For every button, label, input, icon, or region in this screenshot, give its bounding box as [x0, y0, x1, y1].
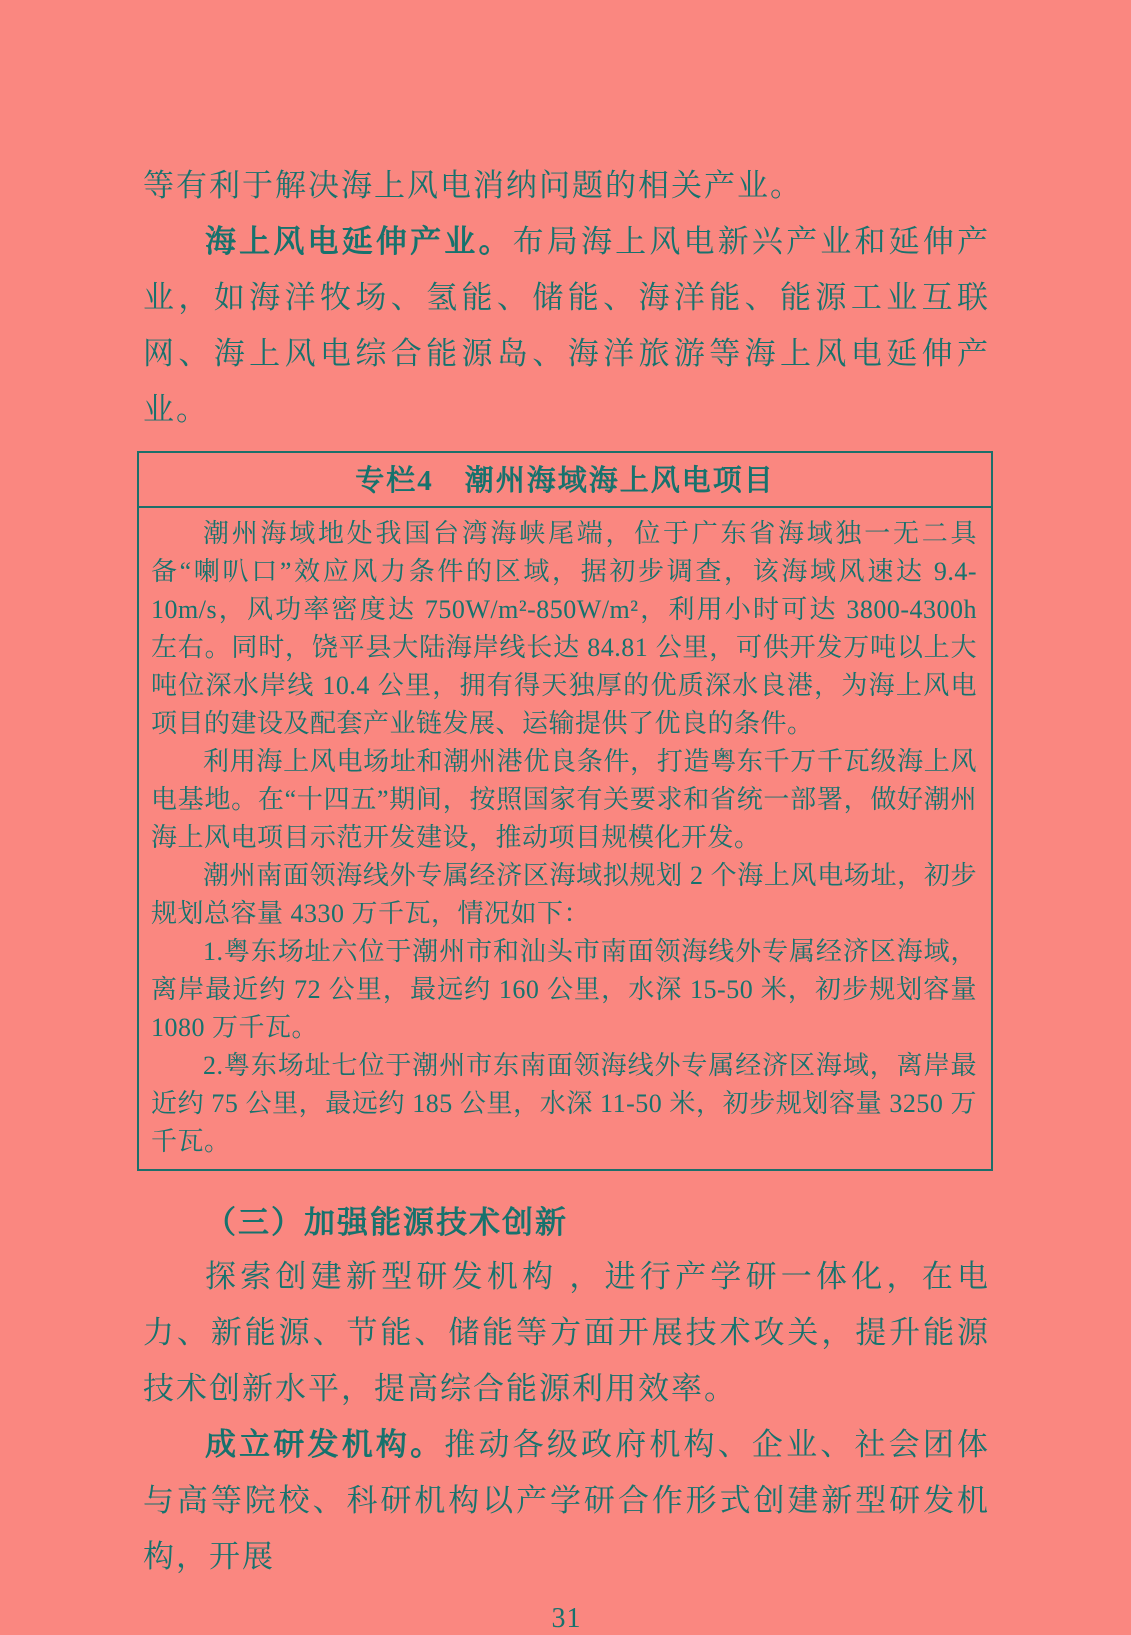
intro-paragraph-2-rest: 布局海上风电新兴产业和延伸产业，如海洋牧场、氢能、储能、海洋能、能源工业互联网、海上风电综合能源岛、海洋旅游等海上风电延伸产业。: [143, 224, 991, 427]
column-4-box: [137, 451, 993, 1171]
section-3-paragraph-1: [143, 1249, 990, 1417]
intro-paragraph-1: [143, 158, 990, 214]
box-paragraph: 潮州海域地处我国台湾海峡尾端，位于广东省海域独一无二具备“喇叭口”效应风力条件的区域，据初步调查，该海域风速达 9.4-10m/s，风功率密度达 750W/m²-850W/m²，利用小时可达 3800-4300h 左右。同时，饶平县大陆海岸线长达 84.81 公里，可供开发万吨以上大吨位深水岸线 10.4 公里，拥有得天独厚的优质深水良港，为海上风电项目的建设及配套产业链发展、运输提供了优良的条件。: [151, 519, 977, 738]
intro-paragraph-2: [143, 214, 990, 438]
intro-paragraph-1-text: 等有利于解决海上风电消纳问题的相关产业。: [143, 168, 803, 203]
section-3-paragraph-2-rest: 推动各级政府机构、企业、社会团体与高等院校、科研机构以产学研合作形式创建新型研发机构，开展: [143, 1427, 991, 1574]
box-paragraph: 潮州南面领海线外专属经济区海域拟规划 2 个海上风电场址，初步规划总容量 4330 万千瓦，情况如下：: [151, 861, 977, 928]
section-3-paragraph-1-text: 探索创建新型研发机构 ，进行产学研一体化，在电力、新能源、节能、储能等方面开展技术攻关，提升能源技术创新水平，提高综合能源利用效率。: [143, 1259, 990, 1406]
box-paragraph: 利用海上风电场址和潮州港优良条件，打造粤东千万千瓦级海上风电基地。在“十四五”期间，按照国家有关要求和省统一部署，做好潮州海上风电项目示范开发建设，推动项目规模化开发。: [151, 747, 977, 852]
section-3-heading: （三）加强能源技术创新: [205, 1205, 568, 1240]
column-4-box-body: [139, 508, 991, 1169]
column-4-box-title: 专栏4 潮州海域海上风电项目: [139, 453, 991, 508]
box-paragraph: 1.粤东场址六位于潮州市和汕头市南面领海线外专属经济区海域，离岸最近约 72 公里，最远约 160 公里，水深 15-50 米，初步规划容量 1080 万千瓦。: [151, 937, 977, 1042]
section-3-paragraph-2: [143, 1417, 990, 1585]
intro-paragraph-2-lead: 海上风电延伸产业。: [205, 224, 513, 259]
page-number: 31: [551, 1603, 582, 1634]
box-paragraph: 2.粤东场址七位于潮州市东南面领海线外专属经济区海域，离岸最近约 75 公里，最远约 185 公里，水深 11-50 米，初步规划容量 3250 万千瓦。: [151, 1051, 977, 1156]
section-3-paragraph-2-lead: 成立研发机构。: [205, 1427, 445, 1462]
